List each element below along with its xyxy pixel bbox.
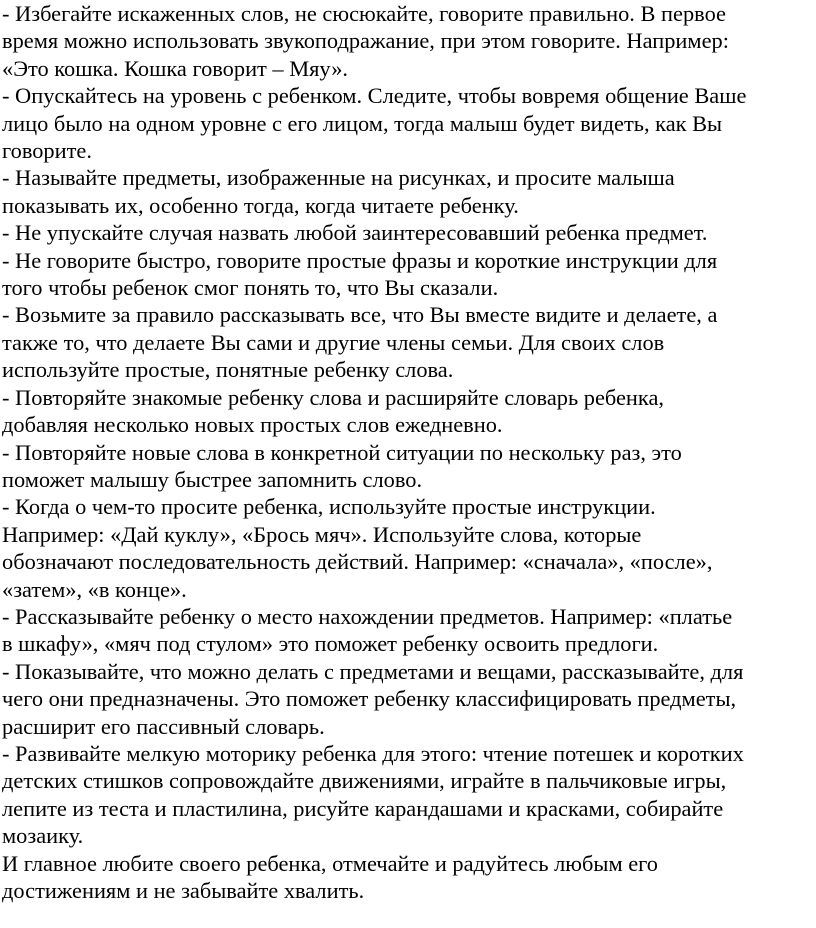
text-line: - Показывайте, что можно делать с предметами и вещами, рассказывайте, для — [2, 658, 744, 684]
text-line: говорите. — [2, 138, 92, 164]
text-line: добавляя несколько новых простых слов ежедневно. — [2, 412, 503, 438]
text-line: - Когда о чем-то просите ребенка, используйте простые инструкции. — [2, 494, 656, 520]
text-line: также то, что делаете Вы сами и другие члены семьи. Для своих слов — [2, 329, 665, 355]
text-line: достижениям и не забывайте хвалить. — [2, 878, 365, 903]
text-line: используйте простые, понятные ребенку слова. — [2, 357, 454, 383]
text-line: показывать их, особенно тогда, когда читаете ребенку. — [2, 192, 519, 218]
text-line: в шкафу», «мяч под стулом» это поможет ребенку освоить предлоги. — [2, 631, 659, 657]
text-line: - Повторяйте новые слова в конкретной ситуации по нескольку раз, это — [2, 439, 682, 465]
text-line: обозначают последовательность действий. Например: «сначала», «после», — [2, 549, 713, 575]
document-text — [2, 0, 814, 904]
text-line: - Возьмите за правило рассказывать все, что Вы вместе видите и делаете, а — [2, 302, 718, 328]
text-line: «Это кошка. Кошка говорит – Мяу». — [2, 55, 348, 81]
text-line: поможет малышу быстрее запомнить слово. — [2, 466, 423, 492]
text-line: «затем», «в конце». — [2, 576, 187, 602]
text-line: мозаику. — [2, 823, 84, 849]
text-line: расширит его пассивный словарь. — [2, 713, 325, 739]
text-line: Например: «Дай куклу», «Брось мяч». Используйте слова, которые — [2, 521, 642, 547]
text-line: время можно использовать звукоподражание, при этом говорите. Например: — [2, 28, 729, 54]
text-line: - Повторяйте знакомые ребенку слова и расширяйте словарь ребенка, — [2, 384, 664, 410]
text-line: - Рассказывайте ребенку о место нахождении предметов. Например: «платье — [2, 603, 733, 629]
text-line: - Опускайтесь на уровень с ребенком. Следите, чтобы вовремя общение Ваше — [2, 83, 747, 109]
text-line: - Не говорите быстро, говорите простые фразы и короткие инструкции для — [2, 247, 718, 273]
text-line: - Не упускайте случая назвать любой заинтересовавший ребенка предмет. — [2, 220, 708, 246]
text-line: - Избегайте искаженных слов, не сюсюкайте, говорите правильно. В первое — [2, 1, 726, 26]
text-line: лепите из теста и пластилина, рисуйте карандашами и красками, собирайте — [2, 795, 724, 821]
text-line: И главное любите своего ребенка, отмечайте и радуйтесь любым его — [2, 850, 658, 876]
text-line: - Развивайте мелкую моторику ребенка для этого: чтение потешек и коротких — [2, 740, 744, 766]
text-line: лицо было на одном уровне с его лицом, тогда малыш будет видеть, как Вы — [2, 110, 723, 136]
text-line: детских стишков сопровождайте движениями, играйте в пальчиковые игры, — [2, 768, 727, 794]
text-line: - Называйте предметы, изображенные на рисунках, и просите малыша — [2, 165, 675, 191]
text-line: того чтобы ребенок смог понять то, что Вы сказали. — [2, 275, 499, 301]
text-line: чего они предназначены. Это поможет ребенку классифицировать предметы, — [2, 686, 737, 712]
